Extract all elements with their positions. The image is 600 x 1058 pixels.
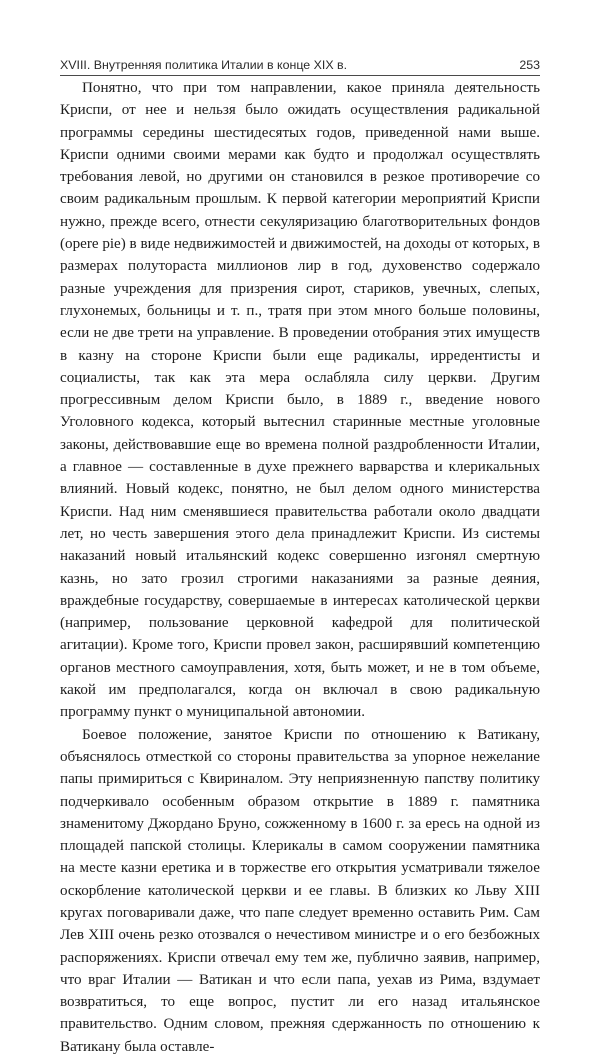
page-body — [60, 77, 540, 1058]
paragraph: Боевое положение, занятое Криспи по отношению к Ватикану, объяснялось отместкой со стороны правительства за упорное нежелание папы примириться с Квириналом. Эту неприязненную папству политику подчеркивало особенным образом открытие в 1889 г. памятника знаменитому Джордано Бруно, сожженному в 1600 г. за ересь на одной из площадей папской столицы. Клерикалы в самом сооружении памятника на месте казни еретика и в торжестве его открытия усматривали тяжелое оскорбление католической церкви и ее главы. В близких ко Льву XIII кругах поговаривали даже, что папе следует временно оставить Рим. Сам Лев XIII очень резко отозвался о нечестивом министре и о его безбожных распоряжениях. Криспи отвечал ему тем же, публично заявив, например, что враг Италии — Ватикан и что если папа, уехав из Рима, вздумает возвратиться, то еще вопрос, пустит ли его назад итальянское правительство. Одним словом, прежняя сдержанность по отношению к Ватикану была оставле- — [60, 726, 540, 1055]
paragraph: Понятно, что при том направлении, какое приняла деятельность Криспи, от нее и нельзя было ожидать осуществления радикальной программы середины шестидесятых годов, приведенной нами выше. Криспи одними своими мерами как будто и продолжал осуществлять требования левой, но другими он становился в резкое противоречие со своим радикальным прошлым. К первой категории мероприятий Криспи нужно, прежде всего, отнести секуляризацию благотворительных фондов (opere pie) в виде недвижимостей и движимостей, на доходы от которых, в размерах полутораста миллионов лир в год, духовенство содержало разные учреждения для призрения сирот, стариков, увечных, слепых, глухонемых, больницы и т. п., тратя при этом много больше половины, если не две трети на управление. В проведении отобрания этих имуществ в казну на стороне Криспи были еще радикалы, ирредентисты и социалисты, так как эта мера ослабляла силу церкви. Другим прогрессивным делом Криспи было, в 1889 г., введение нового Уголовного кодекса, который вытеснил старинные местные уголовные законы, действовавшие еще во времена полной раздробленности Италии, а главное — составленные в духе прежнего варварства и клерикальных влияний. Новый кодекс, понятно, не был делом одного министерства Криспи. Над ним сменявшиеся правительства работали около двадцати лет, но честь завершения этого дела принадлежит Криспи. Из системы наказаний новый итальянский кодекс совершенно изгонял смертную казнь, но зато грозил строгими наказаниями за разные деяния, враждебные государству, совершаемые в интересах католической церкви (например, пользование церковной кафедрой для политической агитации). Кроме того, Криспи провел закон, расширявший компетенцию органов местного самоуправления, хотя, быть может, и не в том объеме, какой им предполагался, когда он включал в свою радикальную программу пункт о муниципальной автономии. — [60, 80, 540, 721]
running-title: XVIII. Внутренняя политика Италии в конце XIX в. — [60, 58, 348, 72]
page-number: 253 — [519, 58, 540, 72]
running-header — [60, 50, 540, 76]
